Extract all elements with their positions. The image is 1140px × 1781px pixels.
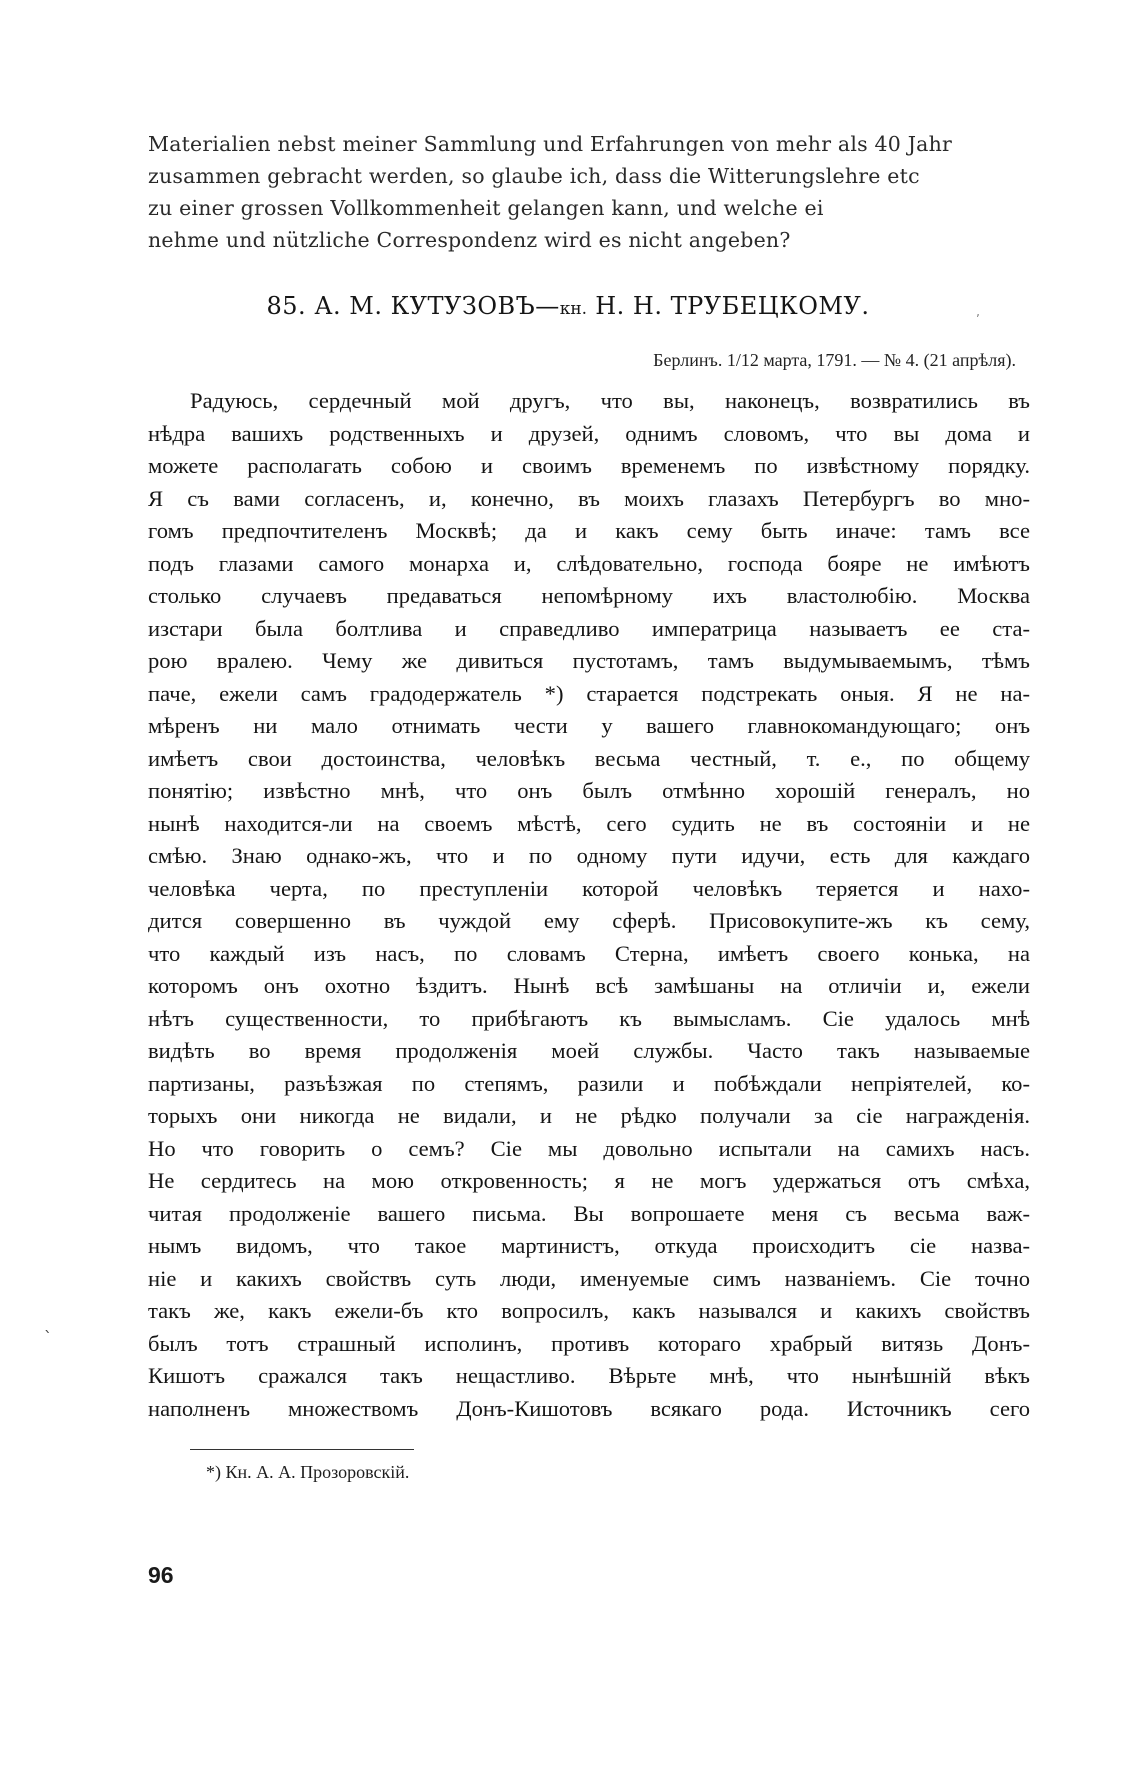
body-line: человѣка черта, по преступленіи которой человѣкъ теряется и нахо- xyxy=(148,875,1030,901)
german-line: zusammen gebracht werden, so glaube ich, dass die Witterungslehre etc xyxy=(148,164,920,188)
body-line: нынѣ находится-ли на своемъ мѣстѣ, сего судить не въ состояніи и не xyxy=(148,810,1030,836)
body-line: имѣетъ свои достоинства, человѣкъ весьма честный, т. е., по общему xyxy=(148,745,1030,771)
body-line: понятію; извѣстно мнѣ, что онъ былъ отмѣнно хорошій генералъ, но xyxy=(148,778,1030,803)
body-line: подъ глазами самого монарха и, слѣдовательно, господа бояре не имѣютъ xyxy=(148,550,1030,576)
footnote: *) Кн. А. А. Прозоровскій. xyxy=(206,1462,410,1482)
margin-tick-icon: ˋ xyxy=(44,1328,52,1347)
body-line: нѣдра вашихъ родственныхъ и друзей, однимъ словомъ, что вы дома и xyxy=(148,420,1030,446)
body-line: Радуюсь, сердечный мой другъ, что вы, наконецъ, возвратились въ xyxy=(190,388,1030,413)
letter-heading xyxy=(148,292,988,320)
german-line: Materialien nebst meiner Sammlung und Erfahrungen von mehr als 40 Jahr xyxy=(148,132,952,156)
print-speck-icon: ʼ xyxy=(976,312,980,326)
body-line: ніе и какихъ свойствъ суть люди, именуемые симъ названіемъ. Сіе точно xyxy=(148,1265,1030,1291)
german-line: nehme und nützliche Correspondenz wird es nicht angeben? xyxy=(148,228,791,252)
body-line: можете располагать собою и своимъ временемъ по извѣстному порядку. xyxy=(148,453,1030,478)
page-number: 96 xyxy=(148,1562,174,1588)
body-line: изстари была болтлива и справедливо императрица называетъ ее ста- xyxy=(148,615,1030,641)
body-line: смѣю. Знаю однако-жъ, что и по одному пути идучи, есть для каждаго xyxy=(148,843,1030,868)
body-line: наполненъ множествомъ Донъ-Кишотовъ всякаго рода. Источникъ сего xyxy=(148,1395,1030,1421)
german-paragraph xyxy=(148,128,1030,256)
body-line: нѣтъ существенности, то прибѣгаютъ къ вымысламъ. Сіе удалось мнѣ xyxy=(148,1005,1030,1031)
letter-number: 85. xyxy=(266,292,307,320)
body-line: что каждый изъ насъ, по словамъ Стерна, имѣетъ своего конька, на xyxy=(148,940,1030,966)
body-line: Но что говорить о семъ? Сіе мы довольно испытали на самихъ насъ. xyxy=(148,1135,1030,1161)
body-line: торыхъ они никогда не видали, и не рѣдко получали за сіе награжденія. xyxy=(148,1103,1030,1128)
body-line: партизаны, разъѣзжая по степямъ, разили и побѣждали непріятелей, ко- xyxy=(148,1070,1030,1096)
body-line: Не сердитесь на мою откровенность; я не могъ удержаться отъ смѣха, xyxy=(148,1168,1030,1193)
dateline: Берлинъ. 1/12 марта, 1791. — № 4. (21 апрѣля). xyxy=(653,350,1016,370)
body-line: рою вралею. Чему же дивиться пустотамъ, тамъ выдумываемымъ, тѣмъ xyxy=(148,648,1030,673)
recipient-prefix: кн. xyxy=(559,299,588,319)
body-line: Кишотъ сражался такъ нещастливо. Вѣрьте мнѣ, что нынѣшній вѣкъ xyxy=(148,1363,1030,1388)
body-line: читая продолженіе вашего письма. Вы вопрошаете меня съ весьма важ- xyxy=(148,1200,1030,1226)
body-line: мѣренъ ни мало отнимать чести у вашего главнокомандующаго; онъ xyxy=(148,713,1030,738)
body-line: дится совершенно въ чуждой ему сферѣ. Присовокупите-жъ къ сему, xyxy=(148,908,1030,933)
heading-dash: — xyxy=(535,292,560,320)
footnote-divider xyxy=(190,1449,414,1450)
body-line: Я съ вами согласенъ, и, конечно, въ моихъ глазахъ Петербургъ во мно- xyxy=(148,485,1030,511)
german-line: zu einer grossen Vollkommenheit gelangen kann, und welche ei xyxy=(148,196,824,220)
body-line: такъ же, какъ ежели-бъ кто вопросилъ, какъ назывался и какихъ свойствъ xyxy=(148,1298,1030,1323)
letter-author: А. М. КУТУЗОВЪ xyxy=(314,292,536,320)
body-line: былъ тотъ страшный исполинъ, противъ котораго храбрый витязь Донъ- xyxy=(148,1330,1030,1356)
letter-recipient: Н. Н. ТРУБЕЦКОМУ. xyxy=(595,292,870,320)
body-line: паче, ежели самъ градодержатель *) старается подстрекать оныя. Я не на- xyxy=(148,680,1030,706)
page-content xyxy=(148,128,1030,1483)
body-line: столько случаевъ предаваться непомѣрному ихъ властолюбію. Москва xyxy=(148,583,1030,608)
body-line: нымъ видомъ, что такое мартинистъ, откуда происходитъ сіе назва- xyxy=(148,1233,1030,1258)
body-line: видѣть во время продолженія моей службы. Часто такъ называемые xyxy=(148,1038,1030,1063)
body-line: которомъ онъ охотно ѣздитъ. Нынѣ всѣ замѣшаны на отличіи и, ежели xyxy=(148,973,1030,998)
body-line: гомъ предпочтителенъ Москвѣ; да и какъ сему быть иначе: тамъ все xyxy=(148,518,1030,543)
letter-body xyxy=(148,385,1030,1425)
